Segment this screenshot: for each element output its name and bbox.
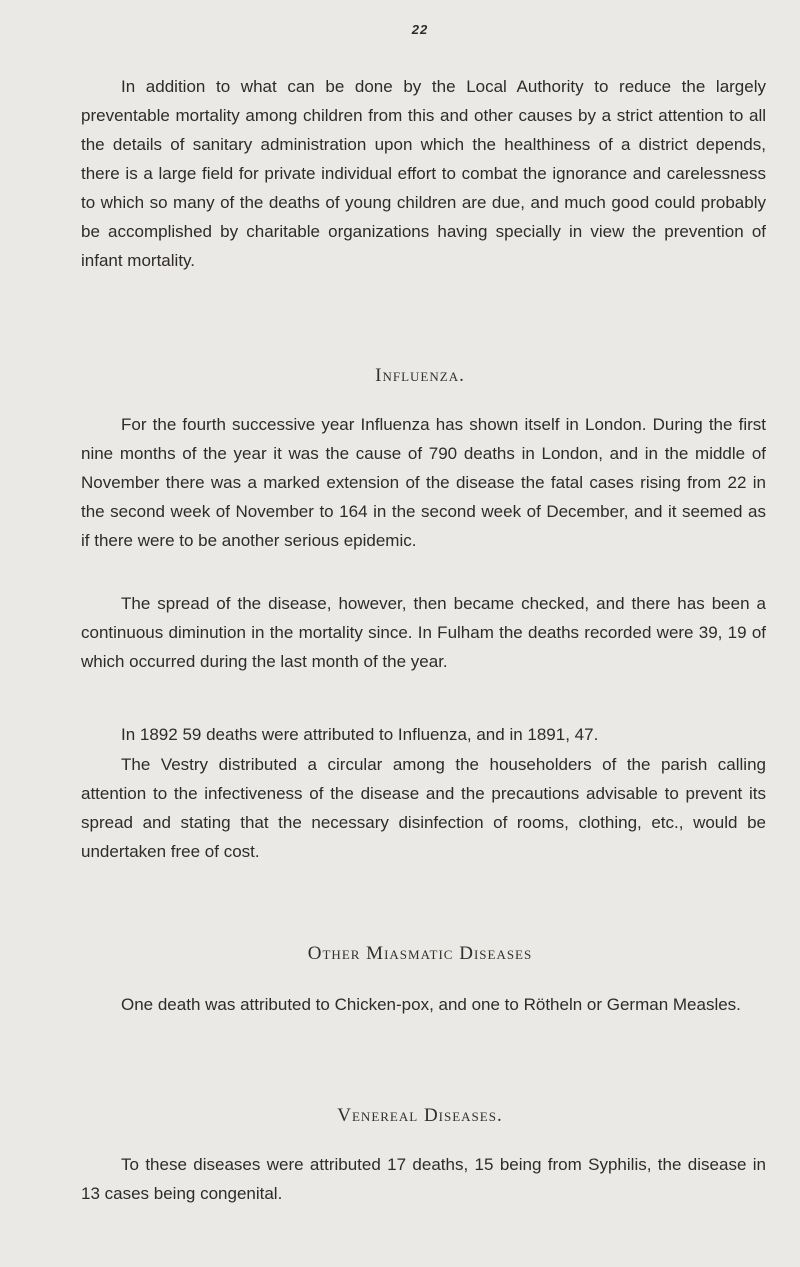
influenza-paragraph-3: In 1892 59 deaths were attributed to Influenza, and in 1891, 47.: [121, 725, 599, 744]
miasmatic-section: [81, 990, 766, 1019]
influenza-section-3: [81, 720, 766, 749]
venereal-heading: Venereal Diseases.: [337, 1105, 503, 1126]
influenza-section-4: [81, 750, 766, 866]
influenza-paragraph-1: For the fourth successive year Influenza has shown itself in London. During the first nine months of the year it was the cause of 790 deaths in London, and in the middle of November there was a marked extension of the disease the fatal cases rising from 22 in the second week of November to 164 in the second week of December, and it seemed as if there were to be another serious epidemic.: [81, 415, 766, 550]
influenza-heading: Influenza.: [375, 365, 465, 386]
influenza-paragraph-2: The spread of the disease, however, then became checked, and there has been a continuous diminution in the mortality since. In Fulham the deaths recorded were 39, 19 of which occurred during the last month of the year.: [81, 594, 766, 671]
miasmatic-paragraph: One death was attributed to Chicken-pox, and one to Rötheln or German Measles.: [121, 995, 741, 1014]
influenza-section-2: [81, 589, 766, 676]
intro-section: [81, 72, 766, 275]
influenza-paragraph-4: The Vestry distributed a circular among the householders of the parish calling attention to the infectiveness of the disease and the precautions advisable to prevent its spread and stating that the necessary disinfection of rooms, clothing, etc., would be undertaken free of cost.: [81, 755, 766, 861]
influenza-section: [81, 410, 766, 555]
venereal-paragraph: To these diseases were attributed 17 deaths, 15 being from Syphilis, the disease in 13 cases being congenital.: [81, 1155, 766, 1203]
venereal-section: [81, 1150, 766, 1208]
intro-paragraph: In addition to what can be done by the Local Authority to reduce the largely preventable mortality among children from this and other causes by a strict attention to all the details of sanitary administration upon which the healthiness of a district depends, there is a large field for private individual effort to combat the ignorance and carelessness to which so many of the deaths of young children are due, and much good could probably be accomplished by charitable organizations having specially in view the prevention of infant mortality.: [81, 77, 766, 270]
page-number: 22: [411, 22, 429, 37]
miasmatic-heading: Other Miasmatic Diseases: [307, 943, 533, 964]
